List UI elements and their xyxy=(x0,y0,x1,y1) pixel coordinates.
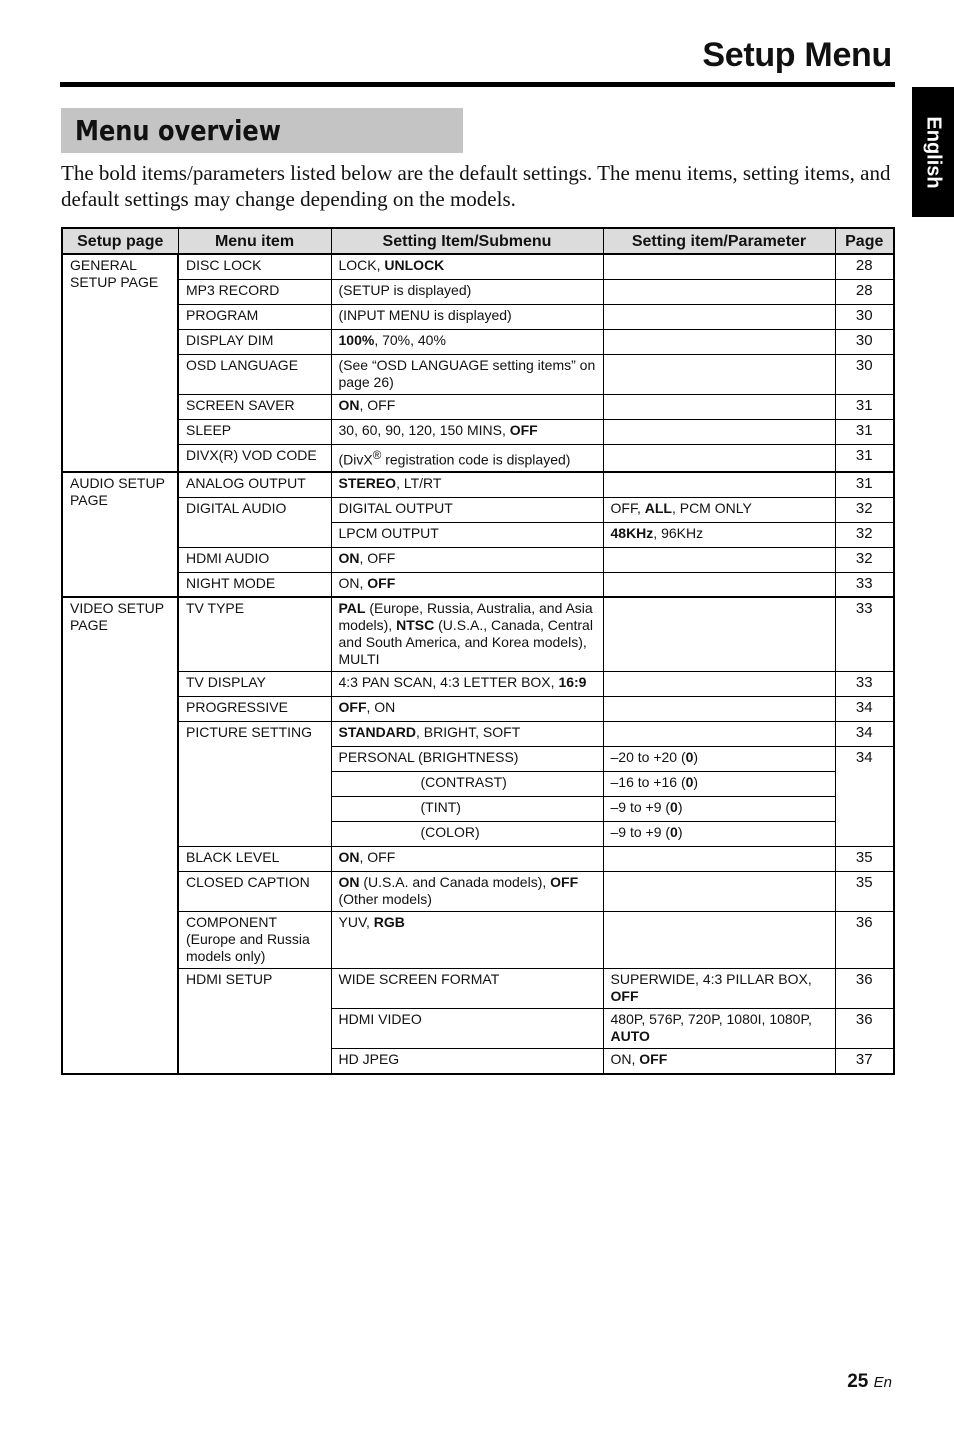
setting-cell: LPCM OUTPUT xyxy=(331,522,603,547)
page-title: Setup Menu xyxy=(702,36,892,74)
menu-item: HDMI SETUP xyxy=(178,969,331,1074)
parameter-cell xyxy=(603,697,835,722)
table-row xyxy=(62,497,894,522)
table-row xyxy=(62,304,894,329)
setting-cell: HDMI VIDEO xyxy=(331,1009,603,1049)
page-cell: 32 xyxy=(835,547,894,572)
intro-paragraph: The bold items/parameters listed below are the default settings. The menu items, setting items, and default settings may change depending on the models. xyxy=(61,161,891,211)
setting-cell: OFF, ON xyxy=(331,697,603,722)
parameter-cell xyxy=(603,597,835,672)
setting-cell: PAL (Europe, Russia, Australia, and Asia models), NTSC (U.S.A., Canada, Central and South America, and Korea models), MULTI xyxy=(331,597,603,672)
header-menu-item: Menu item xyxy=(178,228,331,254)
page-cell: 32 xyxy=(835,522,894,547)
menu-item: SLEEP xyxy=(178,419,331,444)
parameter-cell xyxy=(603,547,835,572)
parameter-cell: ON, OFF xyxy=(603,1049,835,1074)
parameter-cell xyxy=(603,912,835,969)
parameter-cell xyxy=(603,254,835,279)
page-cell: 31 xyxy=(835,419,894,444)
menu-item: OSD LANGUAGE xyxy=(178,354,331,394)
parameter-cell xyxy=(603,354,835,394)
table-row xyxy=(62,329,894,354)
menu-item: HDMI AUDIO xyxy=(178,547,331,572)
language-tab-label: English xyxy=(922,115,945,189)
header-page: Page xyxy=(835,228,894,254)
setting-cell: ON, OFF xyxy=(331,547,603,572)
parameter-cell xyxy=(603,672,835,697)
header-setting-item: Setting Item/Submenu xyxy=(331,228,603,254)
parameter-cell xyxy=(603,394,835,419)
page-cell: 34 xyxy=(835,697,894,722)
page-cell: 32 xyxy=(835,497,894,522)
menu-item: PROGRAM xyxy=(178,304,331,329)
page-cell: 34 xyxy=(835,722,894,747)
menu-item: NIGHT MODE xyxy=(178,572,331,597)
setting-cell: LOCK, UNLOCK xyxy=(331,254,603,279)
parameter-cell xyxy=(603,304,835,329)
setting-cell: (CONTRAST) xyxy=(331,772,603,797)
title-rule xyxy=(60,82,895,87)
page-cell: 28 xyxy=(835,279,894,304)
table-row xyxy=(62,419,894,444)
menu-item: TV DISPLAY xyxy=(178,672,331,697)
page-cell: 35 xyxy=(835,847,894,872)
parameter-cell xyxy=(603,872,835,912)
menu-item: SCREEN SAVER xyxy=(178,394,331,419)
parameter-cell xyxy=(603,572,835,597)
header-parameter: Setting item/Parameter xyxy=(603,228,835,254)
page-cell: 34 xyxy=(835,747,894,847)
page-number: 25 En xyxy=(847,1371,892,1392)
setting-cell: 100%, 70%, 40% xyxy=(331,329,603,354)
menu-item: BLACK LEVEL xyxy=(178,847,331,872)
menu-item: DIGITAL AUDIO xyxy=(178,497,331,547)
table-row xyxy=(62,597,894,672)
page-cell: 31 xyxy=(835,394,894,419)
menu-item: DISPLAY DIM xyxy=(178,329,331,354)
parameter-cell xyxy=(603,847,835,872)
menu-item: COMPONENT (Europe and Russia models only) xyxy=(178,912,331,969)
setting-cell: (See “OSD LANGUAGE setting items” on page 26) xyxy=(331,354,603,394)
table-row xyxy=(62,547,894,572)
page-cell: 33 xyxy=(835,597,894,672)
setting-cell: HD JPEG xyxy=(331,1049,603,1074)
page-cell: 33 xyxy=(835,572,894,597)
table-row xyxy=(62,722,894,747)
menu-item: ANALOG OUTPUT xyxy=(178,472,331,497)
menu-item: DISC LOCK xyxy=(178,254,331,279)
table-header-row xyxy=(62,228,894,254)
page-cell: 36 xyxy=(835,912,894,969)
setting-cell: (SETUP is displayed) xyxy=(331,279,603,304)
table-row xyxy=(62,672,894,697)
page-cell: 33 xyxy=(835,672,894,697)
language-tab xyxy=(912,87,954,217)
setting-cell: PERSONAL (BRIGHTNESS) xyxy=(331,747,603,772)
menu-item: PICTURE SETTING xyxy=(178,722,331,847)
table-row xyxy=(62,444,894,472)
parameter-cell: OFF, ALL, PCM ONLY xyxy=(603,497,835,522)
setting-cell: YUV, RGB xyxy=(331,912,603,969)
menu-overview-table xyxy=(61,227,895,1075)
table-row xyxy=(62,572,894,597)
page-cell: 30 xyxy=(835,329,894,354)
menu-item: TV TYPE xyxy=(178,597,331,672)
setting-cell: WIDE SCREEN FORMAT xyxy=(331,969,603,1009)
page-cell: 35 xyxy=(835,872,894,912)
page-cell: 37 xyxy=(835,1049,894,1074)
parameter-cell xyxy=(603,279,835,304)
table-row xyxy=(62,279,894,304)
menu-item: MP3 RECORD xyxy=(178,279,331,304)
menu-item: DIVX(R) VOD CODE xyxy=(178,444,331,472)
setting-cell: ON, OFF xyxy=(331,572,603,597)
page-cell: 30 xyxy=(835,304,894,329)
setting-cell: ON (U.S.A. and Canada models), OFF (Other models) xyxy=(331,872,603,912)
setting-cell: ON, OFF xyxy=(331,394,603,419)
menu-item: PROGRESSIVE xyxy=(178,697,331,722)
table-row xyxy=(62,872,894,912)
parameter-cell xyxy=(603,419,835,444)
page-cell: 36 xyxy=(835,969,894,1009)
page-cell: 36 xyxy=(835,1009,894,1049)
table-row xyxy=(62,969,894,1009)
setting-cell: DIGITAL OUTPUT xyxy=(331,497,603,522)
section-heading: Menu overview xyxy=(75,114,281,147)
table-row xyxy=(62,847,894,872)
group-video: VIDEO SETUP PAGE xyxy=(62,597,178,1074)
header-setup-page: Setup page xyxy=(62,228,178,254)
parameter-cell: –9 to +9 (0) xyxy=(603,797,835,822)
parameter-cell xyxy=(603,722,835,747)
parameter-cell: –9 to +9 (0) xyxy=(603,822,835,847)
page-cell: 30 xyxy=(835,354,894,394)
parameter-cell: –16 to +16 (0) xyxy=(603,772,835,797)
setting-cell: (TINT) xyxy=(331,797,603,822)
parameter-cell: –20 to +20 (0) xyxy=(603,747,835,772)
setting-cell: (COLOR) xyxy=(331,822,603,847)
table-row xyxy=(62,912,894,969)
parameter-cell: SUPERWIDE, 4:3 PILLAR BOX, OFF xyxy=(603,969,835,1009)
setting-cell: 4:3 PAN SCAN, 4:3 LETTER BOX, 16:9 xyxy=(331,672,603,697)
group-audio: AUDIO SETUP PAGE xyxy=(62,472,178,597)
parameter-cell xyxy=(603,472,835,497)
table-row xyxy=(62,394,894,419)
group-general: GENERAL SETUP PAGE xyxy=(62,254,178,472)
setting-cell: STEREO, LT/RT xyxy=(331,472,603,497)
page-cell: 31 xyxy=(835,444,894,472)
page-cell: 28 xyxy=(835,254,894,279)
setting-cell: ON, OFF xyxy=(331,847,603,872)
parameter-cell: 48KHz, 96KHz xyxy=(603,522,835,547)
table-row xyxy=(62,697,894,722)
parameter-cell xyxy=(603,444,835,472)
setting-cell: (DivX® registration code is displayed) xyxy=(331,444,603,472)
setting-cell: 30, 60, 90, 120, 150 MINS, OFF xyxy=(331,419,603,444)
section-heading-box xyxy=(61,108,463,153)
setting-cell: (INPUT MENU is displayed) xyxy=(331,304,603,329)
parameter-cell: 480P, 576P, 720P, 1080I, 1080P, AUTO xyxy=(603,1009,835,1049)
page-cell: 31 xyxy=(835,472,894,497)
menu-item: CLOSED CAPTION xyxy=(178,872,331,912)
table-row xyxy=(62,472,894,497)
table-row xyxy=(62,354,894,394)
table-row xyxy=(62,254,894,279)
parameter-cell xyxy=(603,329,835,354)
setting-cell: STANDARD, BRIGHT, SOFT xyxy=(331,722,603,747)
